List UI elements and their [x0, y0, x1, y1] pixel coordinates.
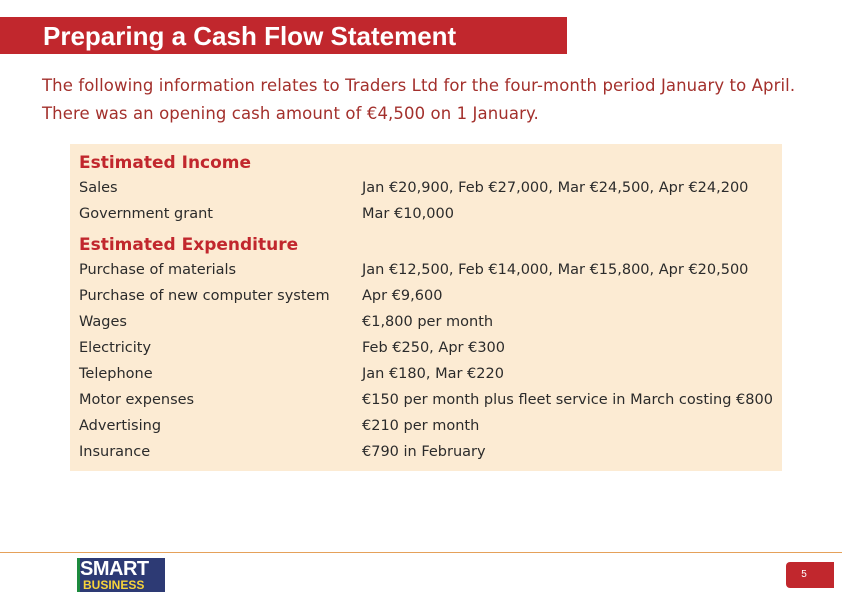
row-value: Jan €20,900, Feb €27,000, Mar €24,500, Apr €24,200 — [362, 180, 749, 196]
row-label: Purchase of materials — [79, 262, 237, 278]
row-label: Sales — [79, 180, 118, 196]
info-panel — [70, 144, 782, 471]
row-label: Purchase of new computer system — [79, 288, 330, 304]
logo-text-top: SMART — [80, 558, 149, 580]
logo-text-bottom: BUSINESS — [83, 578, 145, 592]
row-value: Jan €12,500, Feb €14,000, Mar €15,800, Apr €20,500 — [362, 262, 749, 278]
expenditure-heading: Estimated Expenditure — [79, 235, 299, 255]
page-number-badge — [786, 562, 834, 588]
expenditure-row — [70, 340, 782, 362]
expenditure-row — [70, 366, 782, 388]
row-label: Wages — [79, 314, 127, 330]
page-title: Preparing a Cash Flow Statement — [43, 21, 457, 51]
expenditure-row — [70, 314, 782, 336]
expenditure-row — [70, 262, 782, 284]
intro-line-1: The following information relates to Traders Ltd for the four-month period January to April. — [42, 76, 796, 95]
expenditure-row — [70, 392, 782, 414]
footer-divider — [0, 552, 842, 553]
row-label: Insurance — [79, 444, 151, 460]
income-row — [70, 206, 782, 228]
row-value: Jan €180, Mar €220 — [362, 366, 504, 382]
page-number: 5 — [801, 569, 807, 580]
row-value: Feb €250, Apr €300 — [362, 340, 505, 356]
row-value: Mar €10,000 — [362, 206, 454, 222]
expenditure-row — [70, 418, 782, 440]
expenditure-row — [70, 288, 782, 310]
row-label: Motor expenses — [79, 392, 195, 408]
intro-line-2: There was an opening cash amount of €4,500 on 1 January. — [42, 104, 539, 123]
income-heading: Estimated Income — [79, 153, 252, 173]
intro-text — [42, 72, 832, 128]
row-value: €790 in February — [362, 444, 486, 460]
row-value: €210 per month — [362, 418, 480, 434]
expenditure-row — [70, 444, 782, 466]
row-label: Telephone — [79, 366, 153, 382]
smart-business-logo — [77, 558, 165, 592]
row-label: Government grant — [79, 206, 213, 222]
row-label: Electricity — [79, 340, 152, 356]
row-label: Advertising — [79, 418, 162, 434]
row-value: €150 per month plus fleet service in March costing €800 — [362, 392, 773, 408]
row-value: €1,800 per month — [362, 314, 494, 330]
row-value: Apr €9,600 — [362, 288, 443, 304]
income-row — [70, 180, 782, 202]
